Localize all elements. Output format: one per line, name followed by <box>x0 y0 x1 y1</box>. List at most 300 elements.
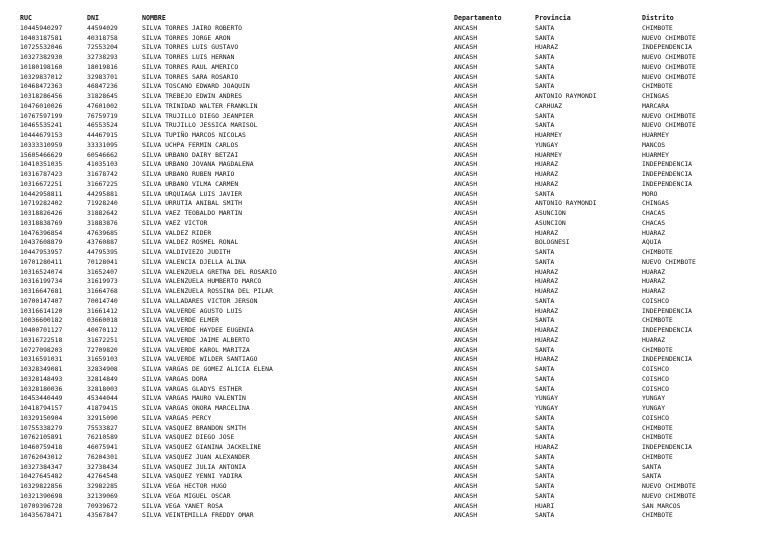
distrito-cell: COISHCO <box>642 365 669 373</box>
dni-cell: 32738434 <box>87 462 118 471</box>
table-row <box>20 394 752 404</box>
table-row <box>20 492 752 502</box>
provincia-cell: SANTA <box>535 433 555 442</box>
nombre-cell: SILVA VASQUEZ JUAN ALEXANDER <box>142 452 250 461</box>
nombre-cell: SILVA VALDIVIEZO JUDITH <box>142 248 231 256</box>
header-departamento: Departamento <box>454 14 502 22</box>
nombre-cell: SILVA VASQUEZ YENNI YADIRA <box>142 472 243 481</box>
table-row <box>20 248 752 258</box>
departamento-cell: ANCASH <box>454 345 478 354</box>
departamento-cell: ANCASH <box>454 433 478 442</box>
provincia-cell: ASUNCION <box>535 218 566 227</box>
dni-cell: 46847236 <box>87 82 118 91</box>
departamento-cell: ANCASH <box>454 355 478 364</box>
provincia-cell: HUARI <box>535 501 555 510</box>
distrito-cell: INDEPENDENCIA <box>642 179 693 188</box>
ruc-cell: 10727098203 <box>20 345 63 354</box>
ruc-cell: 10328349081 <box>20 365 63 373</box>
distrito-cell: MARCARA <box>642 101 669 110</box>
nombre-cell: SILVA VEGA MIGUEL OSCAR <box>142 491 231 500</box>
provincia-cell: SANTA <box>535 374 555 383</box>
nombre-cell: SILVA UCHPA FERMIN CARLOS <box>142 140 239 149</box>
ruc-cell: 10328148493 <box>20 374 63 383</box>
dni-cell: 18019816 <box>87 62 118 71</box>
provincia-cell: SANTA <box>535 316 555 325</box>
nombre-cell: SILVA VASQUEZ BRANDON SMITH <box>142 423 246 432</box>
departamento-cell: ANCASH <box>454 413 478 422</box>
dni-cell: 31661412 <box>87 306 118 315</box>
dni-cell: 32139069 <box>87 491 118 500</box>
provincia-cell: YUNGAY <box>535 140 559 149</box>
distrito-cell: NUEVO CHIMBOTE <box>642 53 696 61</box>
ruc-cell: 10762043012 <box>20 452 63 461</box>
provincia-cell: SANTA <box>535 257 555 266</box>
distrito-cell: INDEPENDENCIA <box>642 160 693 169</box>
ruc-cell: 10316591031 <box>20 355 63 364</box>
distrito-cell: AQUIA <box>642 238 662 247</box>
distrito-cell: HUARAZ <box>642 228 666 237</box>
nombre-cell: SILVA VEINTEMILLA FREDDY OMAR <box>142 511 254 520</box>
distrito-cell: CHIMBOTE <box>642 23 673 32</box>
provincia-cell: HUARAZ <box>535 443 559 451</box>
provincia-cell: SANTA <box>535 121 555 130</box>
departamento-cell: ANCASH <box>454 287 478 295</box>
dni-cell: 31659103 <box>87 355 118 364</box>
ruc-cell: 10329150904 <box>20 413 63 422</box>
provincia-cell: HUARAZ <box>535 306 559 315</box>
ruc-cell: 10329837012 <box>20 72 63 81</box>
departamento-cell: ANCASH <box>454 384 478 393</box>
departamento-cell: ANCASH <box>454 33 478 42</box>
ruc-cell: 10316524074 <box>20 267 63 276</box>
ruc-cell: 10476396854 <box>20 228 63 237</box>
distrito-cell: NUEVO CHIMBOTE <box>642 491 696 500</box>
table-row <box>20 92 752 102</box>
provincia-cell: SANTA <box>535 33 555 42</box>
ruc-cell: 10321390698 <box>20 491 63 500</box>
ruc-cell: 10036600182 <box>20 316 63 325</box>
records-table <box>20 14 752 521</box>
provincia-cell: HUARAZ <box>535 326 559 334</box>
table-row <box>20 180 752 190</box>
nombre-cell: SILVA VARGAS MAURO VALENTIN <box>142 394 246 403</box>
table-row <box>20 472 752 482</box>
departamento-cell: ANCASH <box>454 374 478 383</box>
ruc-cell: 10180198160 <box>20 62 63 71</box>
provincia-cell: SANTA <box>535 53 555 61</box>
ruc-cell: 10445940297 <box>20 23 63 32</box>
nombre-cell: SILVA VARGAS DE GOMEZ ALICIA ELENA <box>142 365 273 373</box>
distrito-cell: NUEVO CHIMBOTE <box>642 72 696 81</box>
distrito-cell: CHINGAS <box>642 199 669 208</box>
ruc-cell: 10762105891 <box>20 433 63 442</box>
ruc-cell: 10701280411 <box>20 257 63 266</box>
table-row <box>20 277 752 287</box>
table-row <box>20 43 752 53</box>
provincia-cell: HUARAZ <box>535 228 559 237</box>
distrito-cell: INDEPENDENCIA <box>642 355 693 364</box>
distrito-cell: INDEPENDENCIA <box>642 306 693 315</box>
nombre-cell: SILVA VALDEZ RIDER <box>142 228 212 237</box>
provincia-cell: SANTA <box>535 296 555 305</box>
header-distrito: Distrito <box>642 14 674 22</box>
dni-cell: 03660018 <box>87 316 118 325</box>
provincia-cell: SANTA <box>535 248 555 256</box>
distrito-cell: NUEVO CHIMBOTE <box>642 121 696 130</box>
distrito-cell: COISHCO <box>642 413 669 422</box>
dni-cell: 44795395 <box>87 248 118 256</box>
departamento-cell: ANCASH <box>454 228 478 237</box>
departamento-cell: ANCASH <box>454 101 478 110</box>
departamento-cell: ANCASH <box>454 160 478 169</box>
ruc-cell: 10444679153 <box>20 131 63 139</box>
departamento-cell: ANCASH <box>454 452 478 461</box>
table-row <box>20 53 752 63</box>
departamento-cell: ANCASH <box>454 199 478 208</box>
distrito-cell: CHIMBOTE <box>642 248 673 256</box>
dni-cell: 32915090 <box>87 413 118 422</box>
header-row <box>20 14 752 24</box>
provincia-cell: HUARAZ <box>535 160 559 169</box>
table-row <box>20 131 752 141</box>
departamento-cell: ANCASH <box>454 43 478 52</box>
distrito-cell: NUEVO CHIMBOTE <box>642 33 696 42</box>
distrito-cell: HUARMEY <box>642 150 669 159</box>
departamento-cell: ANCASH <box>454 335 478 344</box>
nombre-cell: SILVA VALENZUELA HUMBERTO MARCO <box>142 277 262 286</box>
table-row <box>20 34 752 44</box>
distrito-cell: MANCOS <box>642 140 666 149</box>
dni-cell: 46553524 <box>87 121 118 130</box>
ruc-cell: 10316614120 <box>20 306 63 315</box>
dni-cell: 70128041 <box>87 257 118 266</box>
ruc-cell: 10476010026 <box>20 101 63 110</box>
provincia-cell: CARHUAZ <box>535 101 562 110</box>
dni-cell: 31883876 <box>87 218 118 227</box>
provincia-cell: SANTA <box>535 189 555 198</box>
provincia-cell: HUARAZ <box>535 267 559 276</box>
nombre-cell: SILVA TORRES SARA ROSARIO <box>142 72 239 81</box>
distrito-cell: INDEPENDENCIA <box>642 43 693 52</box>
departamento-cell: ANCASH <box>454 131 478 139</box>
provincia-cell: SANTA <box>535 423 555 432</box>
distrito-cell: CHIMBOTE <box>642 316 673 325</box>
provincia-cell: SANTA <box>535 384 555 393</box>
provincia-cell: HUARMEY <box>535 150 562 159</box>
distrito-cell: HUARAZ <box>642 277 666 286</box>
ruc-cell: 10318838769 <box>20 218 63 227</box>
distrito-cell: SANTA <box>642 462 662 471</box>
provincia-cell: ANTONIO RAYMONDI <box>535 199 597 208</box>
ruc-cell: 10333310959 <box>20 140 63 149</box>
table-row <box>20 433 752 443</box>
nombre-cell: SILVA URQUIAGA LUIS JAVIER <box>142 189 243 198</box>
dni-cell: 45344044 <box>87 394 118 403</box>
distrito-cell: HUARAZ <box>642 287 666 295</box>
departamento-cell: ANCASH <box>454 248 478 256</box>
departamento-cell: ANCASH <box>454 218 478 227</box>
ruc-cell: 10725532046 <box>20 43 63 52</box>
departamento-cell: ANCASH <box>454 423 478 432</box>
ruc-cell: 10453440449 <box>20 394 63 403</box>
table-row <box>20 24 752 34</box>
dni-cell: 60546662 <box>87 150 118 159</box>
distrito-cell: NUEVO CHIMBOTE <box>642 62 696 71</box>
departamento-cell: ANCASH <box>454 511 478 520</box>
nombre-cell: SILVA TORRES LUIS HERNAN <box>142 53 235 61</box>
provincia-cell: SANTA <box>535 82 555 91</box>
provincia-cell: SANTA <box>535 23 555 32</box>
distrito-cell: CHIMBOTE <box>642 433 673 442</box>
departamento-cell: ANCASH <box>454 72 478 81</box>
table-row <box>20 297 752 307</box>
table-row <box>20 102 752 112</box>
nombre-cell: SILVA TORRES JORGE ARON <box>142 33 231 42</box>
ruc-cell: 10465535241 <box>20 121 63 130</box>
dni-cell: 32834908 <box>87 365 118 373</box>
provincia-cell: SANTA <box>535 365 555 373</box>
nombre-cell: SILVA VALVERDE KAROL MARITZA <box>142 345 250 354</box>
distrito-cell: INDEPENDENCIA <box>642 170 693 178</box>
dni-cell: 40318758 <box>87 33 118 42</box>
table-row <box>20 385 752 395</box>
distrito-cell: NUEVO CHIMBOTE <box>642 482 696 490</box>
nombre-cell: SILVA VASQUEZ GIANINA JACKELINE <box>142 443 262 451</box>
departamento-cell: ANCASH <box>454 53 478 61</box>
distrito-cell: YUNGAY <box>642 404 666 412</box>
nombre-cell: SILVA TRINIDAD WALTER FRANKLIN <box>142 101 258 110</box>
table-row <box>20 73 752 83</box>
dni-cell: 31664768 <box>87 287 118 295</box>
provincia-cell: SANTA <box>535 482 555 490</box>
ruc-cell: 10767597199 <box>20 111 63 120</box>
nombre-cell: SILVA VALLADARES VICTOR JERSON <box>142 296 258 305</box>
nombre-cell: SILVA VAEZ VICTOR <box>142 218 208 227</box>
nombre-cell: SILVA VASQUEZ JULIA ANTONIA <box>142 462 246 471</box>
distrito-cell: CHIMBOTE <box>642 423 673 432</box>
provincia-cell: HUARMEY <box>535 131 562 139</box>
nombre-cell: SILVA VALDEZ ROSMEL RONAL <box>142 238 239 247</box>
dni-cell: 72709820 <box>87 345 118 354</box>
distrito-cell: CHIMBOTE <box>642 452 673 461</box>
nombre-cell: SILVA TORRES JAIRO ROBERTO <box>142 23 243 32</box>
nombre-cell: SILVA VALVERDE HAYDEE EUGENIA <box>142 326 254 334</box>
provincia-cell: SANTA <box>535 511 555 520</box>
departamento-cell: ANCASH <box>454 62 478 71</box>
provincia-cell: HUARAZ <box>535 43 559 52</box>
table-row <box>20 424 752 434</box>
provincia-cell: SANTA <box>535 345 555 354</box>
ruc-cell: 10329822856 <box>20 482 63 490</box>
provincia-cell: SANTA <box>535 413 555 422</box>
dni-cell: 32814849 <box>87 374 118 383</box>
departamento-cell: ANCASH <box>454 121 478 130</box>
dni-cell: 76204301 <box>87 452 118 461</box>
table-row <box>20 190 752 200</box>
provincia-cell: SANTA <box>535 62 555 71</box>
provincia-cell: HUARAZ <box>535 179 559 188</box>
ruc-cell: 10316199734 <box>20 277 63 286</box>
departamento-cell: ANCASH <box>454 257 478 266</box>
dni-cell: 43760887 <box>87 238 118 247</box>
provincia-cell: HUARAZ <box>535 277 559 286</box>
nombre-cell: SILVA TUPIÑO MARCOS NICOLAS <box>142 131 246 139</box>
header-dni: DNI <box>87 14 99 22</box>
ruc-cell: 15605466629 <box>20 150 63 159</box>
dni-cell: 31882642 <box>87 209 118 217</box>
nombre-cell: SILVA URBANO DAIRY BETZAI <box>142 150 239 159</box>
table-row <box>20 336 752 346</box>
departamento-cell: ANCASH <box>454 501 478 510</box>
provincia-cell: YUNGAY <box>535 394 559 403</box>
dni-cell: 42764548 <box>87 472 118 481</box>
departamento-cell: ANCASH <box>454 404 478 412</box>
ruc-cell: 10316787423 <box>20 170 63 178</box>
table-row <box>20 414 752 424</box>
table-row <box>20 365 752 375</box>
dni-cell: 31678742 <box>87 170 118 178</box>
ruc-cell: 10435678471 <box>20 511 63 520</box>
header-ruc: RUC <box>20 14 32 22</box>
departamento-cell: ANCASH <box>454 140 478 149</box>
ruc-cell: 10410351035 <box>20 160 63 169</box>
departamento-cell: ANCASH <box>454 326 478 334</box>
ruc-cell: 10327384347 <box>20 462 63 471</box>
distrito-cell: COISHCO <box>642 384 669 393</box>
ruc-cell: 10468472363 <box>20 82 63 91</box>
table-row <box>20 170 752 180</box>
ruc-cell: 10442958811 <box>20 189 63 198</box>
provincia-cell: HUARAZ <box>535 355 559 364</box>
dni-cell: 76210589 <box>87 433 118 442</box>
table-row <box>20 141 752 151</box>
dni-cell: 44295881 <box>87 189 118 198</box>
distrito-cell: CHIMBOTE <box>642 511 673 520</box>
ruc-cell: 10400701127 <box>20 326 63 334</box>
table-row <box>20 160 752 170</box>
dni-cell: 31828645 <box>87 92 118 100</box>
dni-cell: 75533827 <box>87 423 118 432</box>
nombre-cell: SILVA VALENZUELA ROSSINA DEL PILAR <box>142 287 273 295</box>
distrito-cell: HUARAZ <box>642 267 666 276</box>
dni-cell: 47639685 <box>87 228 118 237</box>
table-row <box>20 219 752 229</box>
nombre-cell: SILVA VALVERDE JAIME ALBERTO <box>142 335 250 344</box>
distrito-cell: CHACAS <box>642 218 666 227</box>
nombre-cell: SILVA TRUJILLO DIEGO JEANPIER <box>142 111 254 120</box>
table-row <box>20 346 752 356</box>
table-row <box>20 326 752 336</box>
ruc-cell: 10427645482 <box>20 472 63 481</box>
table-row <box>20 453 752 463</box>
dni-cell: 70939672 <box>87 501 118 510</box>
nombre-cell: SILVA TORRES RAUL AMERICO <box>142 62 239 71</box>
nombre-cell: SILVA VALVERDE WILDER SANTIAGO <box>142 355 258 364</box>
table-row <box>20 229 752 239</box>
ruc-cell: 10418794157 <box>20 404 63 412</box>
ruc-cell: 10437608879 <box>20 238 63 247</box>
distrito-cell: NUEVO CHIMBOTE <box>642 111 696 120</box>
ruc-cell: 10709396728 <box>20 501 63 510</box>
distrito-cell: COISHCO <box>642 374 669 383</box>
table-row <box>20 307 752 317</box>
dni-cell: 31619973 <box>87 277 118 286</box>
distrito-cell: SANTA <box>642 472 662 481</box>
nombre-cell: SILVA VARGAS ONORA MARCELINA <box>142 404 250 412</box>
departamento-cell: ANCASH <box>454 472 478 481</box>
nombre-cell: SILVA VEGA HECTOR HUGO <box>142 482 227 490</box>
dni-cell: 31667225 <box>87 179 118 188</box>
provincia-cell: BOLOGNESI <box>535 238 570 247</box>
dni-cell: 76759719 <box>87 111 118 120</box>
dni-cell: 71928240 <box>87 199 118 208</box>
nombre-cell: SILVA TRUJILLO JESSICA MARISOL <box>142 121 258 130</box>
nombre-cell: SILVA TOSCANO EDWARD JOAQUIN <box>142 82 250 91</box>
dni-cell: 32983701 <box>87 72 118 81</box>
ruc-cell: 10700147407 <box>20 296 63 305</box>
dni-cell: 41035103 <box>87 160 118 169</box>
table-row <box>20 287 752 297</box>
departamento-cell: ANCASH <box>454 150 478 159</box>
table-row <box>20 238 752 248</box>
distrito-cell: COISHCO <box>642 296 669 305</box>
nombre-cell: SILVA TORRES LUIS GUSTAVO <box>142 43 239 52</box>
distrito-cell: HUARMEY <box>642 131 669 139</box>
departamento-cell: ANCASH <box>454 23 478 32</box>
departamento-cell: ANCASH <box>454 170 478 178</box>
nombre-cell: SILVA TREBEJO EDWIN ANDRES <box>142 92 243 100</box>
nombre-cell: SILVA VALVERDE AGUSTO LUIS <box>142 306 243 315</box>
table-row <box>20 121 752 131</box>
nombre-cell: SILVA URRUTIA ANIBAL SMITH <box>142 199 243 208</box>
dni-cell: 46075941 <box>87 443 118 451</box>
ruc-cell: 10447953957 <box>20 248 63 256</box>
departamento-cell: ANCASH <box>454 92 478 100</box>
distrito-cell: YUNGAY <box>642 394 666 403</box>
departamento-cell: ANCASH <box>454 209 478 217</box>
distrito-cell: MORO <box>642 189 658 198</box>
table-row <box>20 316 752 326</box>
dni-cell: 31672251 <box>87 335 118 344</box>
distrito-cell: CHIMBOTE <box>642 82 673 91</box>
provincia-cell: SANTA <box>535 452 555 461</box>
table-row <box>20 82 752 92</box>
nombre-cell: SILVA VARGAS GLADYS ESTHER <box>142 384 243 393</box>
departamento-cell: ANCASH <box>454 462 478 471</box>
dni-cell: 32738293 <box>87 53 118 61</box>
ruc-cell: 10318286456 <box>20 92 63 100</box>
dni-cell: 44467915 <box>87 131 118 139</box>
departamento-cell: ANCASH <box>454 306 478 315</box>
provincia-cell: SANTA <box>535 111 555 120</box>
ruc-cell: 10719282402 <box>20 199 63 208</box>
table-row <box>20 463 752 473</box>
provincia-cell: SANTA <box>535 472 555 481</box>
provincia-cell: ANTONIO RAYMONDI <box>535 92 597 100</box>
table-row <box>20 502 752 512</box>
nombre-cell: SILVA VARGAS PERCY <box>142 413 212 422</box>
dni-cell: 31652407 <box>87 267 118 276</box>
dni-cell: 41879415 <box>87 404 118 412</box>
departamento-cell: ANCASH <box>454 443 478 451</box>
table-row <box>20 63 752 73</box>
table-row <box>20 355 752 365</box>
table-row <box>20 112 752 122</box>
table-row <box>20 199 752 209</box>
ruc-cell: 10403187581 <box>20 33 63 42</box>
ruc-cell: 10328180036 <box>20 384 63 393</box>
provincia-cell: YUNGAY <box>535 404 559 412</box>
